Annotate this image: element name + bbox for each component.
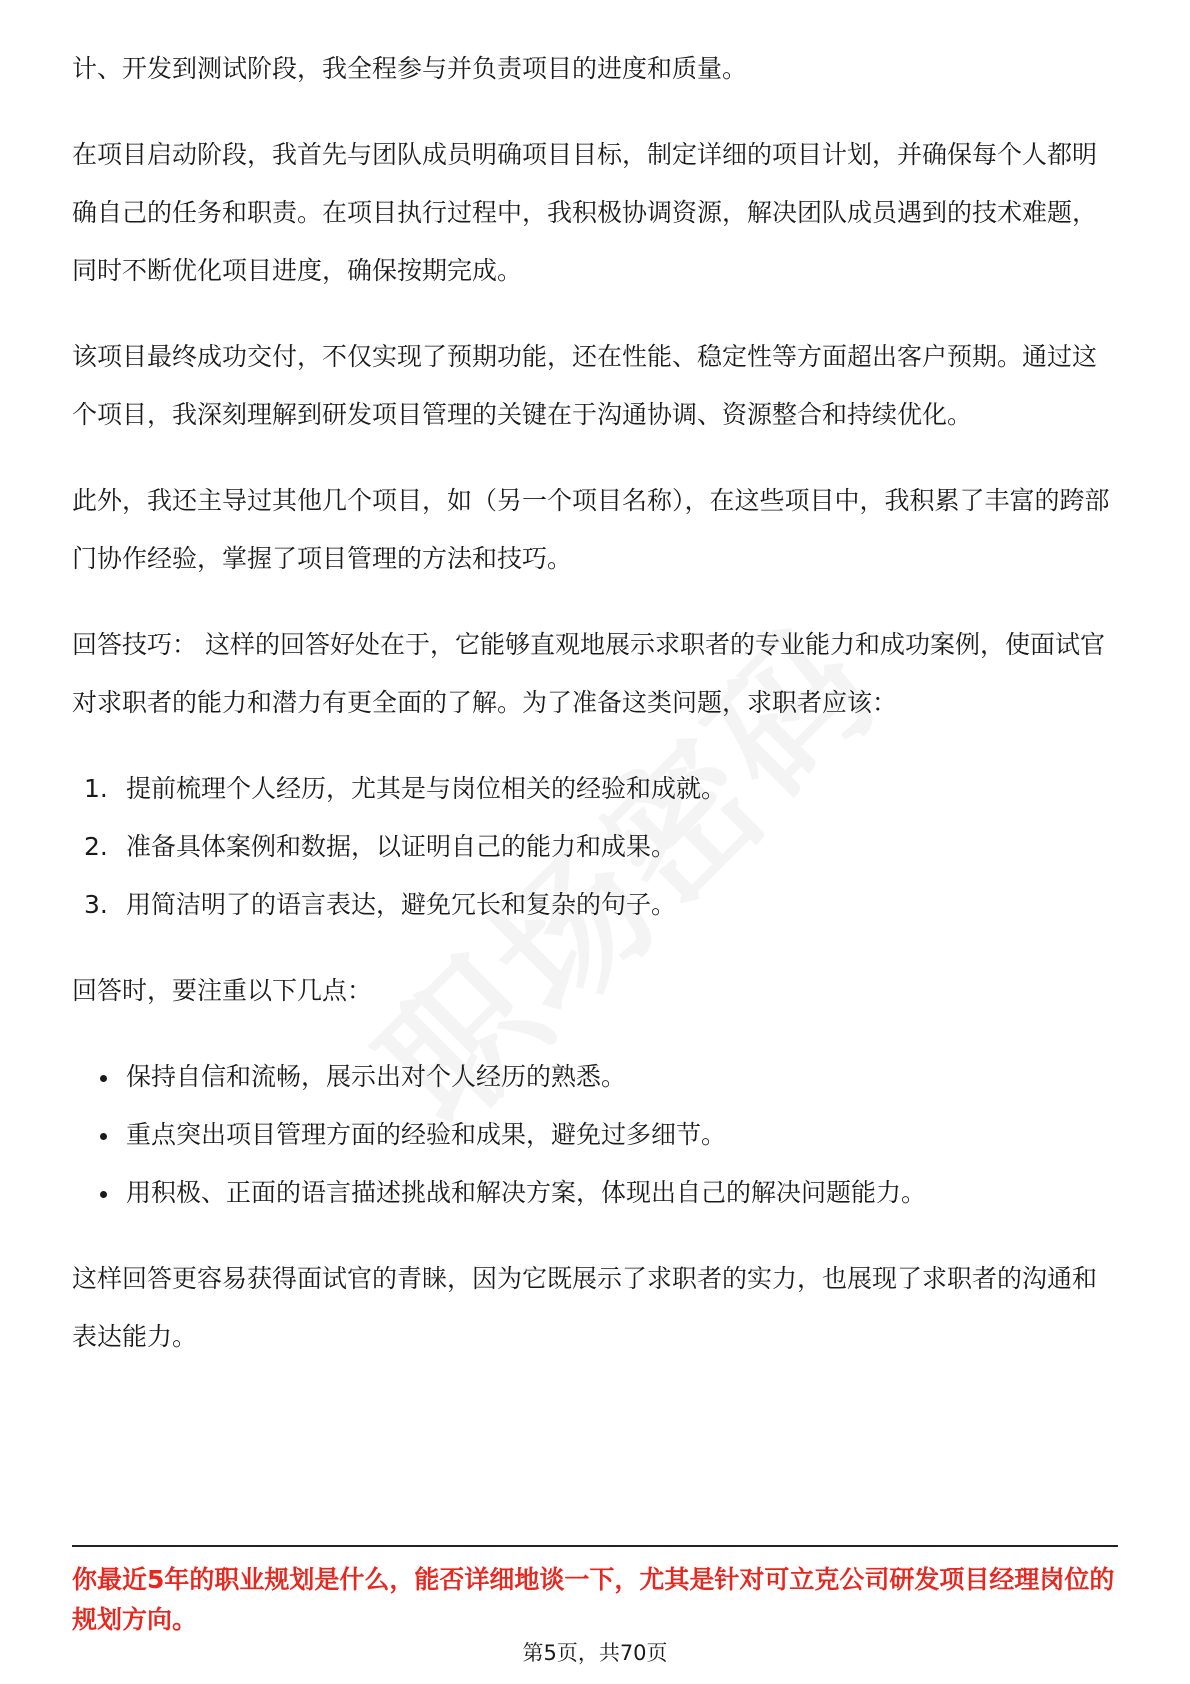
list-number: 3. <box>84 890 108 919</box>
list-item-text: 保持自信和流畅，展示出对个人经历的熟悉。 <box>126 1062 627 1091</box>
list-item-text: 提前梳理个人经历，尤其是与岗位相关的经验和成就。 <box>126 774 727 803</box>
bullet-icon <box>100 1133 107 1140</box>
list-item <box>72 1048 1118 1106</box>
list-number: 2. <box>84 832 108 861</box>
prep-steps-list <box>72 760 1118 934</box>
paragraph-project-start: 在项目启动阶段，我首先与团队成员明确项目目标，制定详细的项目计划，并确保每个人都明确自己的任务和职责。在项目执行过程中，我积极协调资源，解决团队成员遇到的技术难题，同时不断优化项目进度，确保按期完成。 <box>72 140 1098 285</box>
list-item <box>72 818 1118 876</box>
paragraph-answer-tips: 回答技巧： 这样的回答好处在于，它能够直观地展示求职者的专业能力和成功案例，使面试官对求职者的能力和潜力有更全面的了解。为了准备这类问题，求职者应该： <box>72 630 1105 717</box>
section-divider <box>72 1545 1118 1547</box>
list-item <box>72 1106 1118 1164</box>
list-item <box>72 760 1118 818</box>
list-item-text: 用积极、正面的语言描述挑战和解决方案，体现出自己的解决问题能力。 <box>126 1178 927 1207</box>
paragraph-project-result: 该项目最终成功交付，不仅实现了预期功能，还在性能、稳定性等方面超出客户预期。通过这个项目，我深刻理解到研发项目管理的关键在于沟通协调、资源整合和持续优化。 <box>72 342 1098 429</box>
paragraph-points-intro: 回答时，要注重以下几点： <box>72 976 373 1005</box>
list-item-text: 用简洁明了的语言表达，避免冗长和复杂的句子。 <box>126 890 677 919</box>
next-question-heading: 你最近5年的职业规划是什么，能否详细地谈一下，尤其是针对可立克公司研发项目经理岗位的规划方向。 <box>72 1565 1115 1634</box>
list-item-text: 重点突出项目管理方面的经验和成果，避免过多细节。 <box>126 1120 727 1149</box>
page-number: 第5页，共70页 <box>522 1641 668 1665</box>
paragraph-other-projects: 此外，我还主导过其他几个项目，如（另一个项目名称），在这些项目中，我积累了丰富的跨部门协作经验，掌握了项目管理的方法和技巧。 <box>72 486 1110 573</box>
answer-points-list <box>72 1048 1118 1222</box>
bullet-icon <box>100 1191 107 1198</box>
document-body <box>72 40 1118 1394</box>
list-item-text: 准备具体案例和数据，以证明自己的能力和成果。 <box>126 832 677 861</box>
bullet-icon <box>100 1075 107 1082</box>
paragraph-closing: 这样回答更容易获得面试官的青睐，因为它既展示了求职者的实力，也展现了求职者的沟通和表达能力。 <box>72 1264 1098 1351</box>
paragraph-continuation: 计、开发到测试阶段，我全程参与并负责项目的进度和质量。 <box>72 54 748 83</box>
list-item <box>72 876 1118 934</box>
list-number: 1. <box>84 774 108 803</box>
list-item <box>72 1164 1118 1222</box>
